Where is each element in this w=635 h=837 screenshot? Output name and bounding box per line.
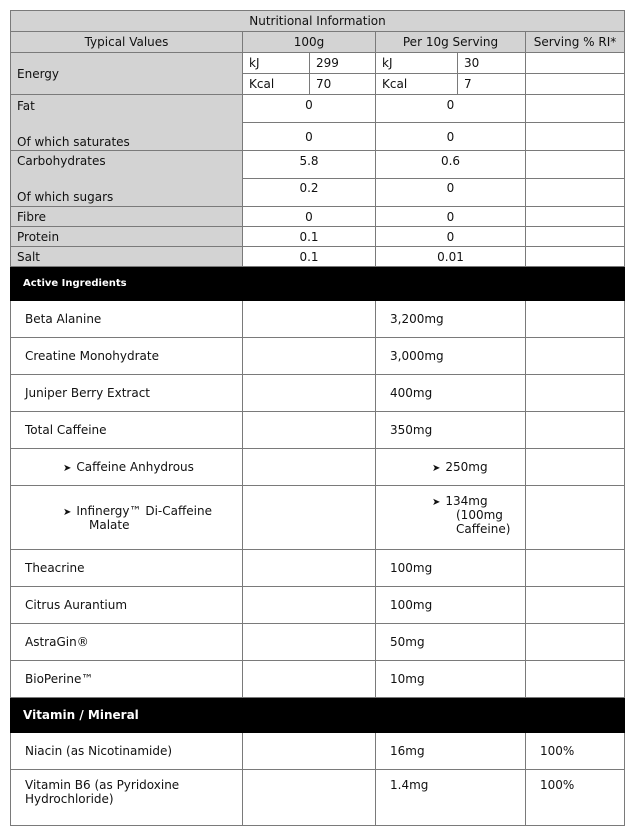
protein-serving: 0 [376, 227, 526, 247]
ingredient-row [11, 550, 625, 587]
carbs-label: Carbohydrates [17, 154, 106, 168]
sugars-ri [526, 179, 625, 207]
ingredient-ri [526, 301, 625, 338]
ingredient-ri [526, 449, 625, 486]
header-per-serving: Per 10g Serving [376, 32, 526, 53]
fat-row [11, 95, 625, 123]
vitamin-row [11, 733, 625, 770]
carbs-label-cell [11, 151, 243, 207]
vitamin-amount: 1.4mg [376, 770, 526, 826]
fat-ri [526, 95, 625, 123]
vitamin-100g [243, 770, 376, 826]
kj-100g-value: 299 [316, 56, 339, 70]
ingredient-name: Juniper Berry Extract [11, 375, 243, 412]
ingredient-100g [243, 550, 376, 587]
ingredient-ri [526, 550, 625, 587]
ingredient-amount: 400mg [376, 375, 526, 412]
arrow-bullet-icon: ➤ [63, 463, 72, 474]
ingredient-ri [526, 375, 625, 412]
kcal-unit-serving: Kcal [376, 74, 458, 94]
ingredient-name: Beta Alanine [11, 301, 243, 338]
ingredient-row [11, 301, 625, 338]
ingredient-name: Citrus Aurantium [11, 587, 243, 624]
fibre-100g: 0 [243, 207, 376, 227]
ingredient-amount: 3,200mg [376, 301, 526, 338]
kcal-100g-value: 70 [316, 77, 332, 91]
sugars-100g: 0.2 [243, 179, 376, 207]
energy-kj-serving-cell [376, 53, 526, 74]
energy-kj-ri [526, 53, 625, 74]
carbs-row [11, 151, 625, 179]
vitamin-name-cell [11, 770, 243, 826]
sugars-label: Of which sugars [17, 190, 114, 204]
nutrition-panel [10, 10, 624, 826]
salt-ri [526, 247, 625, 267]
ingredient-100g [243, 412, 376, 449]
energy-kj-100g-cell [243, 53, 376, 74]
ingredient-amount: 100mg [376, 587, 526, 624]
ingredient-amount: 350mg [376, 412, 526, 449]
vitamin-name: Niacin (as Nicotinamide) [11, 733, 243, 770]
ingredient-name: AstraGin® [11, 624, 243, 661]
ingredient-name-line1: Infinergy™ Di-Caffeine [76, 503, 212, 518]
saturates-ri [526, 123, 625, 151]
vitamin-amount: 16mg [376, 733, 526, 770]
ingredient-amount-line3: Caffeine) [456, 522, 511, 536]
kj-serving-value: 30 [464, 56, 480, 70]
salt-row [11, 247, 625, 267]
ingredient-amount-line1: 134mg [445, 494, 488, 508]
ingredient-row [11, 338, 625, 375]
kcal-serving-value: 7 [464, 77, 472, 91]
ingredient-amount: 250mg [445, 460, 488, 474]
saturates-label: Of which saturates [17, 135, 130, 149]
ingredient-amount-cell [376, 486, 526, 550]
ingredient-name: BioPerine™ [11, 661, 243, 698]
ingredient-ri [526, 338, 625, 375]
ingredient-name-cell [11, 449, 243, 486]
ingredient-name: Total Caffeine [11, 412, 243, 449]
ingredient-amount-cell [376, 449, 526, 486]
vitamin-heading-row [11, 698, 625, 733]
ingredient-100g [243, 587, 376, 624]
salt-label: Salt [11, 247, 243, 267]
nutrition-table [10, 10, 625, 826]
carbs-serving: 0.6 [376, 151, 526, 179]
ingredient-name-line2: Malate [89, 517, 130, 532]
ingredient-100g [243, 449, 376, 486]
salt-100g: 0.1 [243, 247, 376, 267]
ingredient-100g [243, 375, 376, 412]
ingredient-ri [526, 412, 625, 449]
ingredient-ri [526, 661, 625, 698]
fat-label-cell [11, 95, 243, 151]
arrow-bullet-icon: ➤ [432, 463, 441, 474]
ingredient-100g [243, 661, 376, 698]
carbs-ri [526, 151, 625, 179]
energy-kcal-serving-cell [376, 74, 526, 95]
ingredient-name: Theacrine [11, 550, 243, 587]
kj-unit-serving: kJ [376, 53, 458, 73]
protein-ri [526, 227, 625, 247]
ingredient-name: Caffeine Anhydrous [76, 460, 194, 474]
sugars-serving: 0 [376, 179, 526, 207]
ingredient-ri [526, 587, 625, 624]
protein-label: Protein [11, 227, 243, 247]
energy-kcal-ri [526, 74, 625, 95]
kj-unit: kJ [243, 53, 310, 73]
ingredient-100g [243, 338, 376, 375]
ingredient-row [11, 661, 625, 698]
vitamin-ri: 100% [526, 770, 625, 826]
energy-kcal-100g-cell [243, 74, 376, 95]
ingredient-ri [526, 486, 625, 550]
vitamin-name-line2: Hydrochloride) [25, 792, 114, 806]
ingredient-row [11, 412, 625, 449]
header-100g: 100g [243, 32, 376, 53]
fat-100g: 0 [243, 95, 376, 123]
ingredient-row [11, 587, 625, 624]
fibre-serving: 0 [376, 207, 526, 227]
saturates-serving: 0 [376, 123, 526, 151]
ingredient-ri [526, 624, 625, 661]
header-typical-values: Typical Values [11, 32, 243, 53]
energy-kj-row [11, 53, 625, 74]
ingredient-row [11, 486, 625, 550]
header-row [11, 32, 625, 53]
kcal-unit: Kcal [243, 74, 310, 94]
vitamin-100g [243, 733, 376, 770]
arrow-bullet-icon: ➤ [63, 506, 72, 518]
vitamin-ri: 100% [526, 733, 625, 770]
fat-label: Fat [17, 99, 35, 113]
title-row [11, 11, 625, 32]
vitamin-name-line1: Vitamin B6 (as Pyridoxine [25, 778, 180, 792]
ingredient-name: Creatine Monohydrate [11, 338, 243, 375]
fibre-ri [526, 207, 625, 227]
carbs-100g: 5.8 [243, 151, 376, 179]
table-title: Nutritional Information [11, 11, 625, 32]
ingredient-amount: 10mg [376, 661, 526, 698]
energy-label: Energy [11, 53, 243, 95]
ingredient-100g [243, 301, 376, 338]
protein-row [11, 227, 625, 247]
saturates-100g: 0 [243, 123, 376, 151]
vitamin-row [11, 770, 625, 826]
ingredient-row [11, 375, 625, 412]
ingredient-name-cell [11, 486, 243, 550]
fibre-label: Fibre [11, 207, 243, 227]
fibre-row [11, 207, 625, 227]
protein-100g: 0.1 [243, 227, 376, 247]
arrow-bullet-icon: ➤ [432, 497, 441, 508]
ingredient-100g [243, 486, 376, 550]
active-heading-row [11, 267, 625, 301]
vitamin-mineral-heading: Vitamin / Mineral [11, 698, 625, 733]
ingredient-amount: 3,000mg [376, 338, 526, 375]
active-ingredients-heading: Active Ingredients [11, 267, 625, 301]
fat-serving: 0 [376, 95, 526, 123]
ingredient-amount: 100mg [376, 550, 526, 587]
ingredient-100g [243, 624, 376, 661]
ingredient-row [11, 624, 625, 661]
ingredient-amount-line2: (100mg [456, 508, 503, 522]
header-ri: Serving % RI* [526, 32, 625, 53]
ingredient-row [11, 449, 625, 486]
ingredient-amount: 50mg [376, 624, 526, 661]
salt-serving: 0.01 [376, 247, 526, 267]
